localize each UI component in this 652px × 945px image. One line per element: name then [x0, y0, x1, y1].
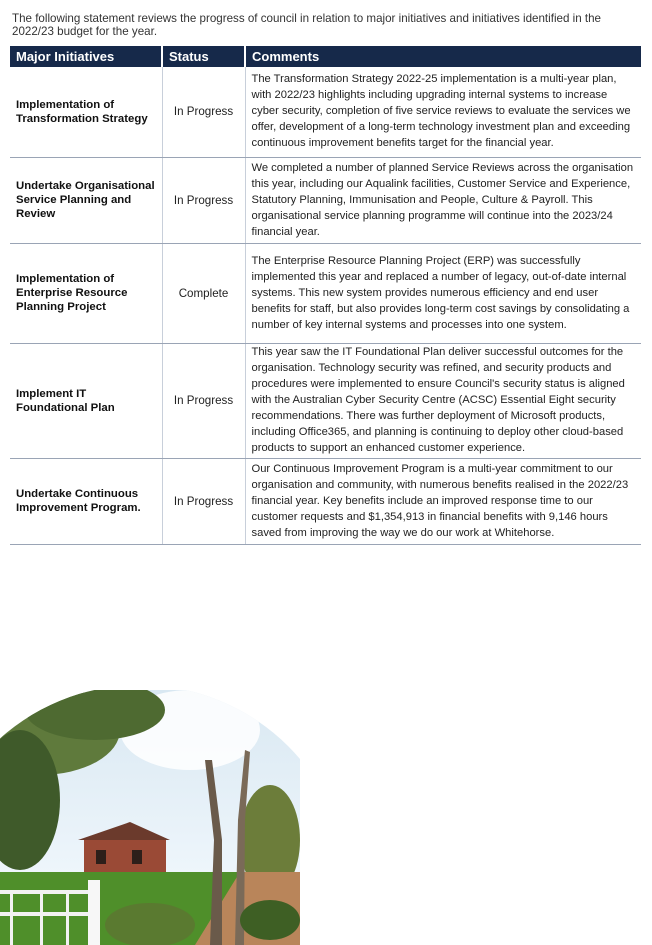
header-initiatives: Major Initiatives: [10, 46, 162, 67]
header-status: Status: [162, 46, 245, 67]
comment-text: This year saw the IT Foundational Plan deliver successful outcomes for the organisation. Technology security was refined, and security products and procedures were implemented to ensure Council's security status is aligned with the Australian Cyber Security Centre (ACSC) Essential Eight security recommendations. There was further deployment of Microsoft products, including Office365, and planning is continuing to deploy other cloud-based products to support an enhanced customer experience.: [245, 343, 641, 458]
table-row: [10, 157, 641, 243]
status-value: In Progress: [162, 157, 245, 243]
initiative-name: Implement IT Foundational Plan: [10, 343, 162, 458]
initiative-name: Implementation of Transformation Strategy: [10, 67, 162, 157]
table-header: [10, 46, 641, 67]
header-comments: Comments: [245, 46, 641, 67]
status-value: In Progress: [162, 458, 245, 544]
initiative-name: Undertake Continuous Improvement Program.: [10, 458, 162, 544]
initiatives-table: [10, 46, 641, 545]
status-value: In Progress: [162, 343, 245, 458]
initiative-name: Implementation of Enterprise Resource Planning Project: [10, 243, 162, 343]
status-value: In Progress: [162, 67, 245, 157]
table-row: [10, 458, 641, 544]
intro-text: The following statement reviews the progress of council in relation to major initiatives and initiatives identified in the 2022/23 budget for the year.: [12, 12, 602, 38]
table-row: [10, 67, 641, 157]
comment-text: The Transformation Strategy 2022-25 implementation is a multi-year plan, with 2022/23 highlights including upgrading internal systems to increase cyber security, completion of five service reviews to evaluate the services we offer, development of a long-term technology investment plan and exceeding continuous improvement benefits target for the financial year.: [245, 67, 641, 157]
table-row: [10, 343, 641, 458]
homestead-garden-photo: [0, 690, 300, 945]
initiative-name: Undertake Organisational Service Planning and Review: [10, 157, 162, 243]
comment-text: The Enterprise Resource Planning Project (ERP) was successfully implemented this year and replaced a number of legacy, out-of-date internal systems. This new system provides numerous efficiency and end user benefits for staff, but also provides long-term cost savings by consolidating a number of key internal systems and processes into one system.: [245, 243, 641, 343]
comment-text: Our Continuous Improvement Program is a multi-year commitment to our organisation and community, with numerous benefits realised in the 2022/23 financial year. Key benefits include an improved response time to our customer requests and $1,354,913 in financial benefits with 9,146 hours saved from improving the way we do our work at Whitehorse.: [245, 458, 641, 544]
comment-text: We completed a number of planned Service Reviews across the organisation this year, including our Aqualink facilities, Customer Service and Experience, Statutory Planning, Immunisation and People, Culture & Payroll. This organisational service planning programme will continue into the 2023/24 financial year.: [245, 157, 641, 243]
table-row: [10, 243, 641, 343]
status-value: Complete: [162, 243, 245, 343]
